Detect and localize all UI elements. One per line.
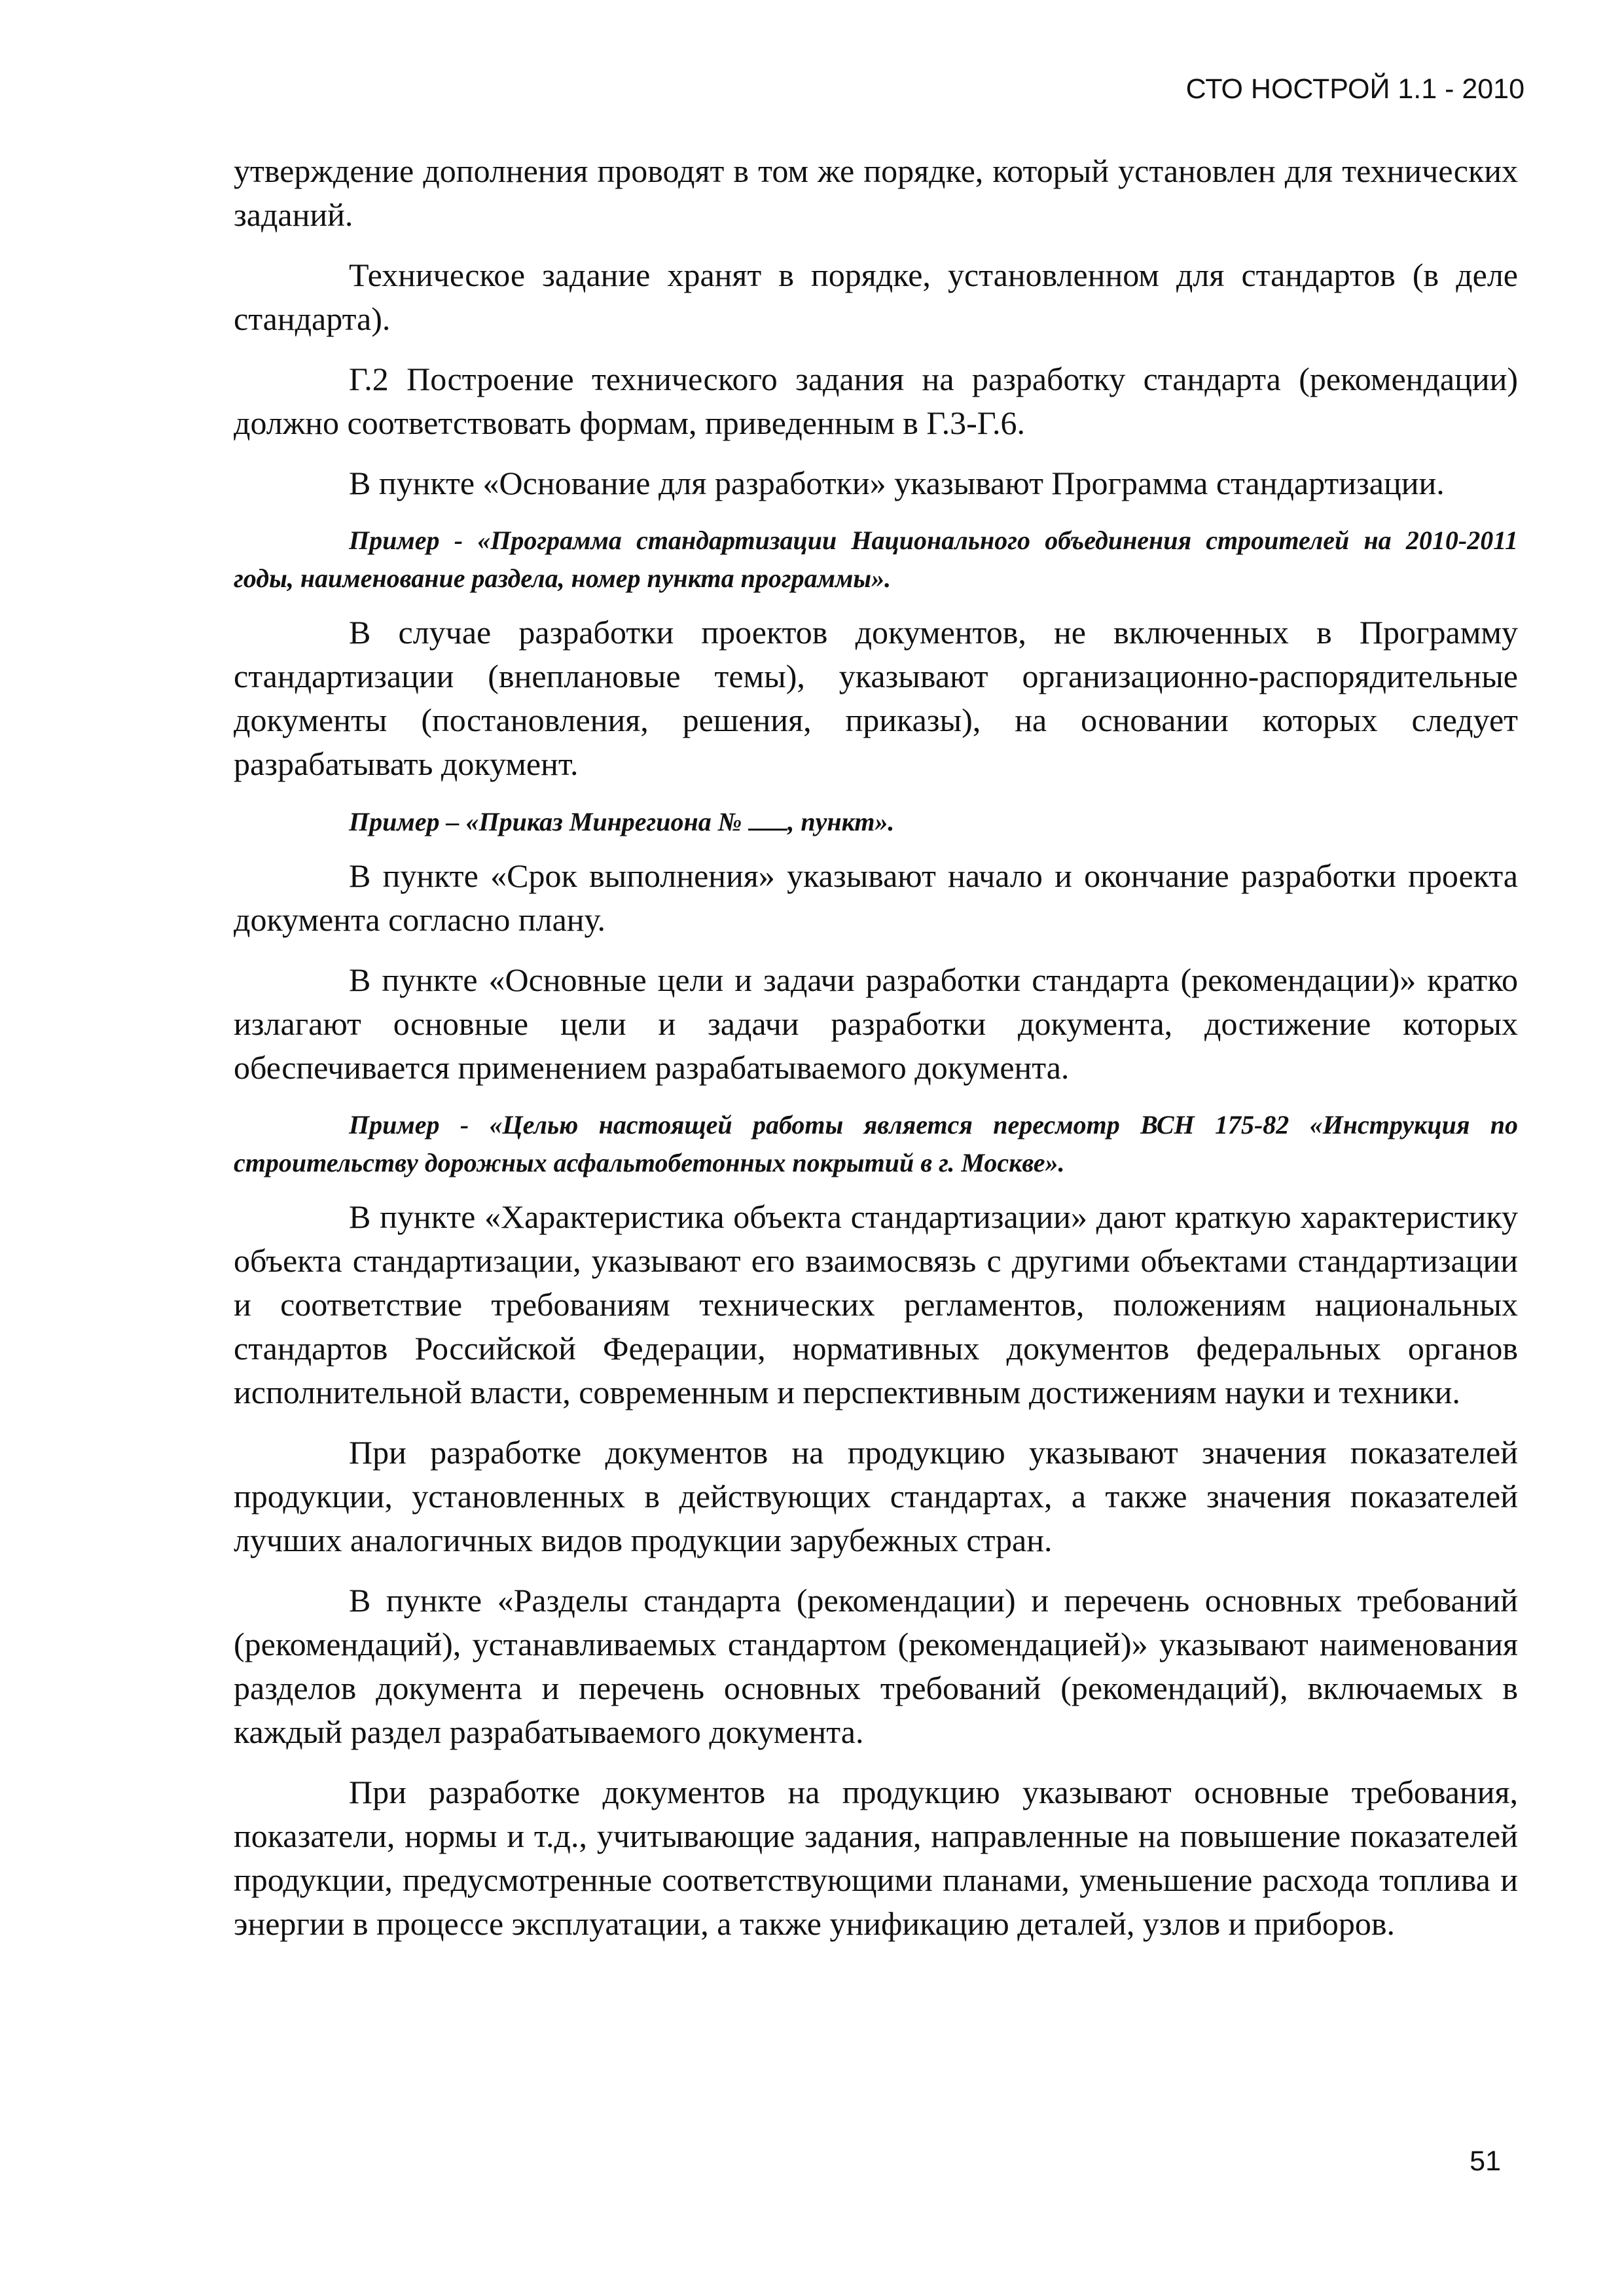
body-text xyxy=(234,149,1518,1962)
example-note: Пример - «Программа стандартизации Национального объединения строителей на 2010-2011 годы, наименование раздела, номер пункта программы». xyxy=(234,526,1518,593)
paragraph: В случае разработки проектов документов, не включенных в Программу стандартизации (внеплановые темы), указывают организационно-распорядительные документы (постановления, решения, приказы), на основании которых следует разрабатывать документ. xyxy=(234,614,1518,782)
paragraph: В пункте «Основание для разработки» указывают Программа стандартизации. xyxy=(349,465,1445,501)
paragraph: В пункте «Разделы стандарта (рекомендации) и перечень основных требований (рекомендаций), устанавливаемых стандартом (рекомендацией)» указывают наименования разделов документа и перечень основных требований (рекомендаций), включаемых в каждый раздел разрабатываемого документа. xyxy=(234,1582,1518,1750)
example-text-end: , пункт». xyxy=(787,807,895,836)
page-number: 51 xyxy=(1470,2145,1501,2177)
paragraph: Техническое задание хранят в порядке, установленном для стандартов (в деле стандарта). xyxy=(234,257,1518,337)
example-note xyxy=(234,802,1518,841)
paragraph: Г.2 Построение технического задания на разработку стандарта (рекомендации) должно соответствовать формам, приведенным в Г.3-Г.6. xyxy=(234,361,1518,441)
paragraph: При разработке документов на продукцию указывают основные требования, показатели, нормы и т.д., учитывающие задания, направленные на повышение показателей продукции, предусмотренные соответствующими планами, уменьшение расхода топлива и энергии в процессе эксплуатации, а также унификацию деталей, узлов и приборов. xyxy=(234,1774,1518,1942)
paragraph: утверждение дополнения проводят в том же порядке, который установлен для технических заданий. xyxy=(234,152,1518,233)
example-text-start: Пример – «Приказ Минрегиона № xyxy=(349,807,742,836)
paragraph: В пункте «Срок выполнения» указывают начало и окончание разработки проекта документа согласно плану. xyxy=(234,857,1518,938)
document-code-header: СТО НОСТРОЙ 1.1 - 2010 xyxy=(1185,73,1525,105)
paragraph: При разработке документов на продукцию указывают значения показателей продукции, установленных в действующих стандартах, а также значения показателей лучших аналогичных видов продукции зарубежных стран. xyxy=(234,1434,1518,1558)
paragraph: В пункте «Характеристика объекта стандартизации» дают краткую характеристику объекта стандартизации, указывают его взаимосвязь с другими объектами стандартизации и соответствие требованиям технических регламентов, положениям национальных стандартов Российской Федерации, нормативных документов федеральных органов исполнительной власти, современным и перспективным достижениям науки и техники. xyxy=(234,1198,1518,1410)
paragraph: В пункте «Основные цели и задачи разработки стандарта (рекомендации)» кратко излагают основные цели и задачи разработки документа, достижение которых обеспечивается применением разрабатываемого документа. xyxy=(234,961,1518,1086)
example-note: Пример - «Целью настоящей работы является пересмотр ВСН 175-82 «Инструкция по строительству дорожных асфальтобетонных покрытий в г. Москве». xyxy=(234,1110,1518,1177)
blank-line xyxy=(748,802,787,831)
